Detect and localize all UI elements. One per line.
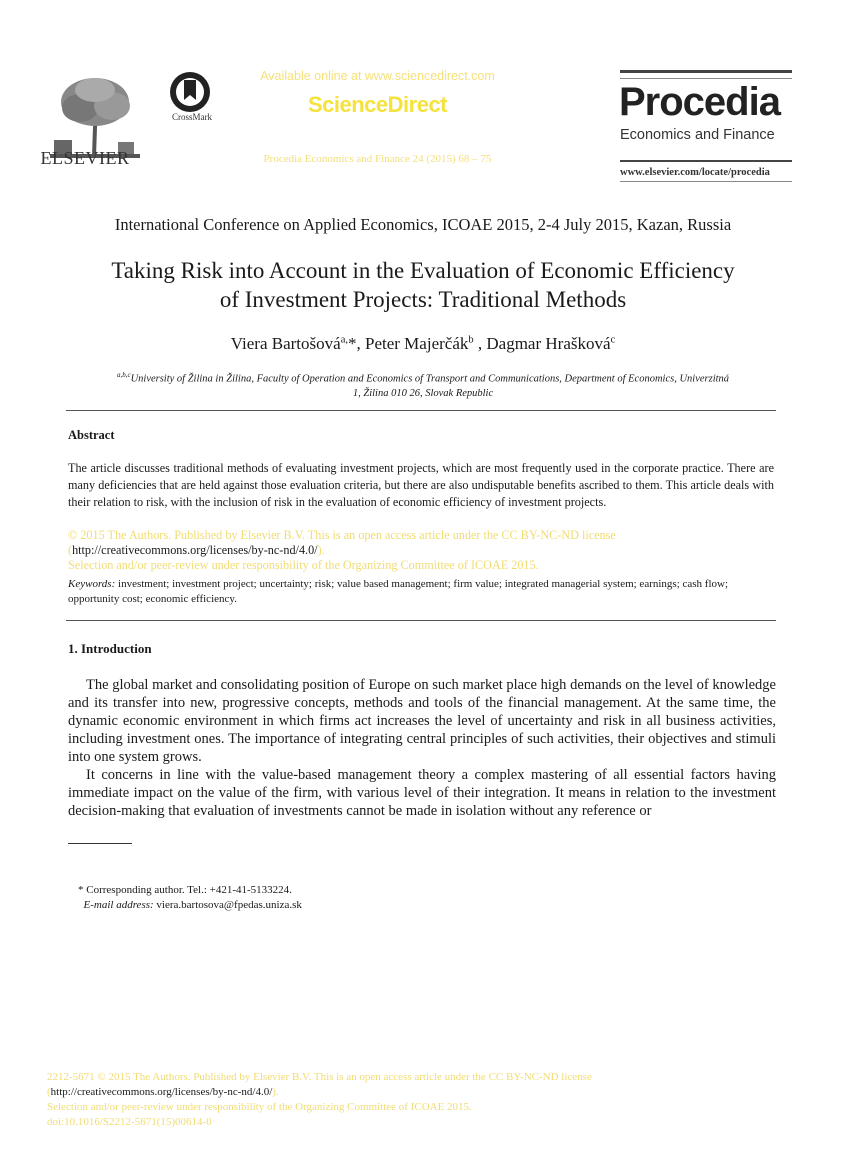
- procedia-title: Procedia: [619, 80, 780, 124]
- procedia-rule: [620, 70, 792, 73]
- author-separator: ,: [473, 334, 487, 353]
- keywords: [68, 577, 774, 607]
- license-paren: ).: [317, 543, 325, 557]
- peer-review-line: Selection and/or peer-review under responsibility of the Organizing Committee of ICOAE 2015.: [47, 1101, 472, 1113]
- license-paren: (: [47, 1086, 51, 1098]
- email-label: E-mail address:: [83, 899, 154, 911]
- title-line-2: of Investment Projects: Traditional Methods: [219, 287, 627, 312]
- introduction-body: [68, 676, 776, 820]
- journal-citation: Procedia Economics and Finance 24 (2015) 68 – 75: [263, 153, 492, 165]
- author-separator: *,: [348, 334, 365, 353]
- sciencedirect-logo[interactable]: ScienceDirect: [307, 92, 448, 117]
- keywords-label: Keywords:: [68, 578, 116, 590]
- author-name: Dagmar Hrašková: [486, 334, 611, 353]
- abstract-heading: Abstract: [68, 428, 115, 442]
- conference-line: International Conference on Applied Economics, ICOAE 2015, 2-4 July 2015, Kazan, Russia: [114, 215, 732, 234]
- license-link[interactable]: http://creativecommons.org/licenses/by-nc-nd/4.0/: [72, 543, 318, 557]
- divider: [66, 410, 776, 411]
- procedia-rule: [620, 181, 792, 182]
- copyright-line: 2212-5671 © 2015 The Authors. Published by Elsevier B.V. This is an open access article under the CC BY-NC-ND license: [47, 1071, 592, 1083]
- sciencedirect-availability[interactable]: Available online at www.sciencedirect.com: [260, 69, 495, 83]
- paragraph: The global market and consolidating position of Europe on such market place high demands on the level of knowledge and its transfer into new, progressive concepts, methods and tools of the financial management. At the same time, the dynamic economic environment in which firms act increases the level of uncertainty and risk in all business activities, including investment ones. The importance of integrating central principles of such activities, their objectives and stimuli into one system grows.: [68, 677, 776, 765]
- divider: [66, 620, 776, 621]
- keywords-text: investment; investment project; uncertainty; risk; value based management; firm value; integrated managerial system; earnings; cash flow; opportunity cost; economic efficiency.: [68, 578, 729, 605]
- procedia-url[interactable]: www.elsevier.com/locate/procedia: [620, 167, 770, 178]
- doi-line[interactable]: doi:10.1016/S2212-5671(15)00614-0: [47, 1116, 212, 1128]
- affiliation-line-1: University of Žilina in Žilina, Faculty of Operation and Economics of Transport and Communications, Department of Economics, Univerzitná: [130, 373, 730, 385]
- title-line-1: Taking Risk into Account in the Evaluation of Economic Efficiency: [111, 258, 735, 283]
- affiliation-line-2: 1, Žilina 010 26, Slovak Republic: [352, 387, 494, 399]
- procedia-subtitle: Economics and Finance: [620, 127, 775, 143]
- procedia-rule: [620, 78, 792, 79]
- author-name: Viera Bartošová: [230, 334, 341, 353]
- license-link[interactable]: http://creativecommons.org/licenses/by-nc-nd/4.0/: [50, 1086, 273, 1098]
- author-affiliation-mark: b: [468, 334, 474, 346]
- author-name: Peter Majerčák: [365, 334, 469, 353]
- section-heading: 1. Introduction: [68, 641, 152, 656]
- crossmark-icon[interactable]: [168, 70, 212, 114]
- publisher-wordmark: ELSEVIER: [40, 148, 130, 168]
- procedia-rule: [620, 160, 792, 162]
- author-list: [40, 334, 806, 354]
- email-address[interactable]: viera.bartosova@fpedas.uniza.sk: [153, 899, 302, 911]
- abstract-license: [68, 528, 774, 573]
- license-paren: (: [68, 543, 73, 557]
- author-affiliation-mark: c: [610, 334, 616, 346]
- abstract-text: The article discusses traditional methods of evaluating investment projects, which are most frequently used in the corporate practice. There are many deficiencies that are held against those evaluation criteria, but there are also undisputable benefits ascribed to them. This article deals with their relation to risk, with the inclusion of risk in the evaluation of economic efficiency of investment projects.: [68, 461, 774, 509]
- peer-review-line: Selection and/or peer-review under responsibility of the Organizing Committee of ICOAE 2015.: [68, 558, 539, 572]
- paper-title: [40, 256, 806, 314]
- copyright-block: [47, 1070, 747, 1130]
- crossmark-label: CrossMark: [172, 112, 212, 122]
- author-affiliation-mark: a,: [340, 334, 348, 346]
- corresponding-author: * Corresponding author. Tel.: +421-41-5133224.: [78, 884, 292, 896]
- affiliation-mark: a,b,c: [116, 371, 131, 379]
- license-paren: ).: [272, 1086, 279, 1098]
- footnote-rule: [68, 843, 132, 844]
- affiliation: [66, 368, 780, 401]
- footnote: [78, 883, 302, 913]
- license-line: © 2015 The Authors. Published by Elsevier B.V. This is an open access article under the CC BY-NC-ND license: [68, 528, 616, 542]
- paragraph: It concerns in line with the value-based management theory a complex mastering of all essential factors having immediate impact on the value of the firm, with various level of their integration. It means in relation to the investment decision-making that evaluation of investments cannot be made in isolation without any reference or: [68, 767, 776, 819]
